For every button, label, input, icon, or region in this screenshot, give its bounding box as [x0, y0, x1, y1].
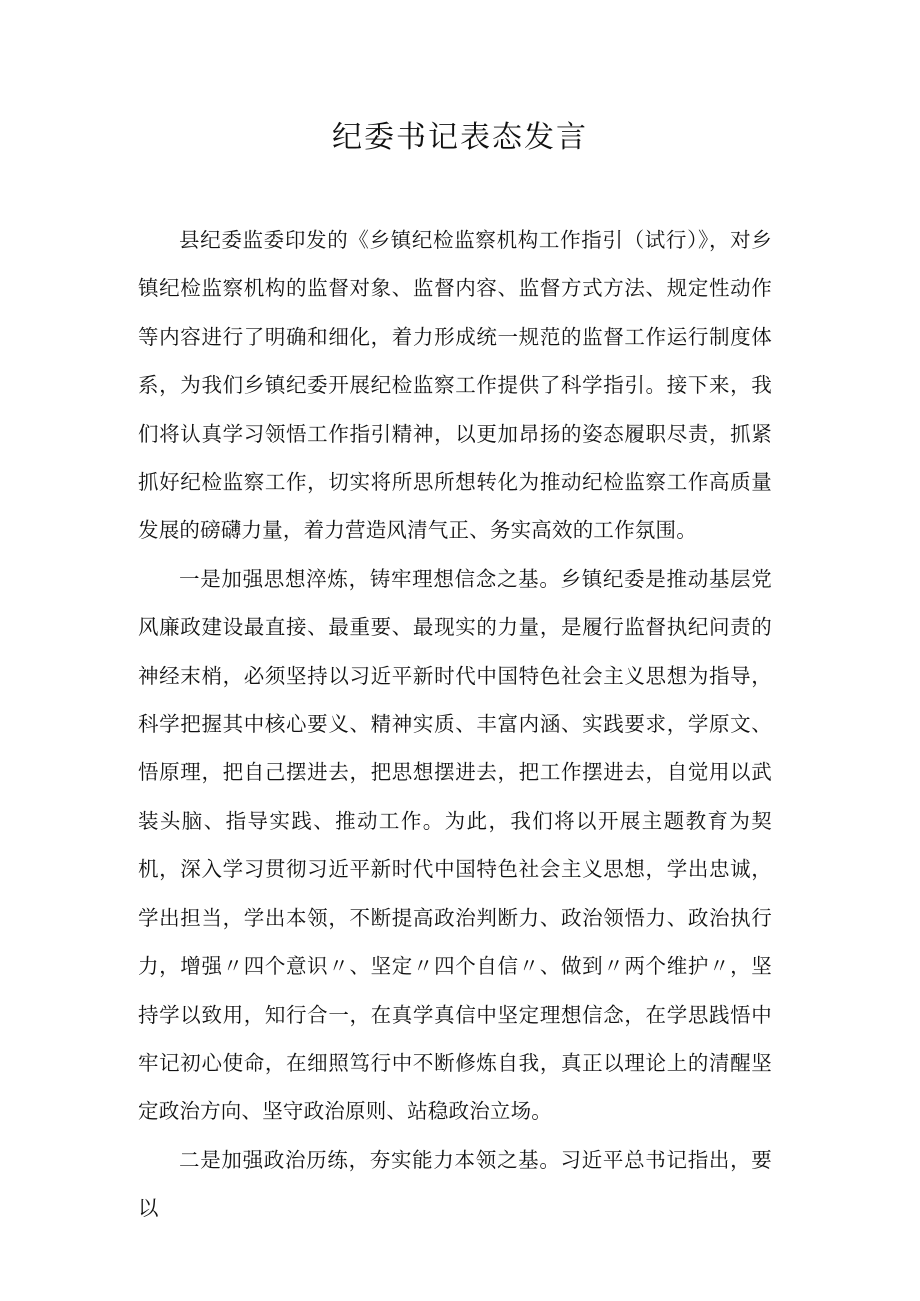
- paragraph-intro: 县纪委监委印发的《乡镇纪检监察机构工作指引（试行）》，对乡镇纪检监察机构的监督对象、监督内容、监督方式方法、规定性动作等内容进行了明确和细化，着力形成统一规范的监督工作运行制度体系，为我们乡镇纪委开展纪检监察工作提供了科学指引。接下来，我们将认真学习领悟工作指引精神，以更加昂扬的姿态履职尽责，抓紧抓好纪检监察工作，切实将所思所想转化为推动纪检监察工作高质量发展的磅礴力量，着力营造风清气正、务实高效的工作氛围。: [138, 228, 772, 543]
- paragraph-point-two: 二是加强政治历练，夯实能力本领之基。习近平总书记指出，要以: [138, 1147, 772, 1221]
- paragraph-point-one: 一是加强思想淬炼，铸牢理想信念之基。乡镇纪委是推动基层党风廉政建设最直接、最重要、最现实的力量，是履行监督执纪问责的神经末梢，必须坚持以习近平新时代中国特色社会主义思想为指导，科学把握其中核心要义、精神实质、丰富内涵、实践要求，学原文、悟原理，把自己摆进去，把思想摆进去，把工作摆进去，自觉用以武装头脑、指导实践、推动工作。为此，我们将以开展主题教育为契机，深入学习贯彻习近平新时代中国特色社会主义思想，学出忠诚，学出担当，学出本领，不断提高政治判断力、政治领悟力、政治执行力，增强〃四个意识〃、坚定〃四个自信〃、做到〃两个维护〃，坚持学以致用，知行合一，在真学真信中坚定理想信念，在学思践悟中牢记初心使命，在细照笃行中不断修炼自我，真正以理论上的清醒坚定政治方向、坚守政治原则、站稳政治立场。: [138, 566, 772, 1124]
- document-title: 纪委书记表态发言: [332, 120, 588, 155]
- document-body: [138, 216, 772, 1233]
